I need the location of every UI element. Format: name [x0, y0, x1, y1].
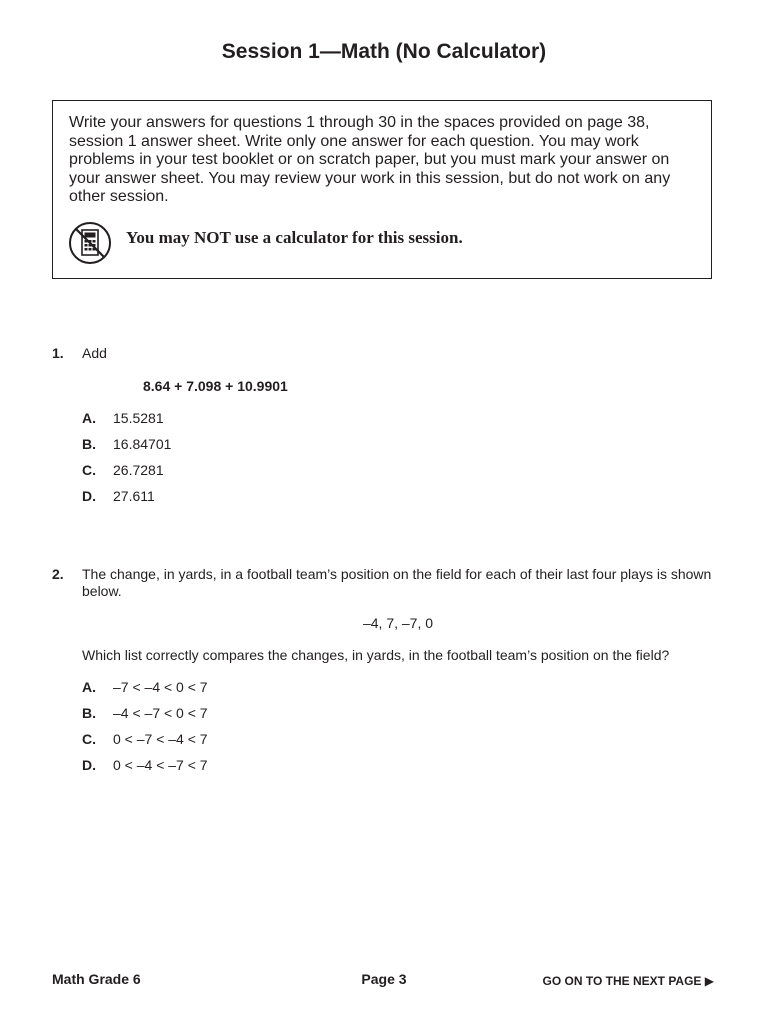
- next-page-link[interactable]: GO ON TO THE NEXT PAGE ▶: [542, 974, 714, 988]
- instructions-box: [52, 100, 712, 279]
- question-2: [52, 566, 714, 781]
- question-expression: –4, 7, –7, 0: [362, 615, 434, 631]
- question-prompt: The change, in yards, in a football team’s position on the field for each of their last four plays is shown below.: [82, 566, 712, 599]
- option-text: 15.5281: [113, 410, 164, 426]
- option-text: 16.84701: [113, 436, 172, 452]
- question-prompt: Add: [82, 345, 107, 361]
- option-letter: A.: [82, 679, 96, 695]
- question-number: 1.: [52, 345, 64, 361]
- option-text: 0 < –4 < –7 < 7: [113, 757, 208, 773]
- option-letter: D.: [82, 488, 96, 504]
- option-letter: C.: [82, 462, 96, 478]
- no-calculator-icon: [68, 221, 112, 265]
- option-letter: D.: [82, 757, 96, 773]
- option-letter: C.: [82, 731, 96, 747]
- footer-grade-label: Math Grade 6: [52, 971, 141, 987]
- question-1: [52, 345, 714, 515]
- page-title: Session 1—Math (No Calculator): [221, 40, 547, 63]
- option-text: –7 < –4 < 0 < 7: [113, 679, 208, 695]
- calculator-note: You may NOT use a calculator for this session.: [126, 228, 463, 247]
- option-letter: A.: [82, 410, 96, 426]
- question-number: 2.: [52, 566, 64, 582]
- option-text: 0 < –7 < –4 < 7: [113, 731, 208, 747]
- option-text: –4 < –7 < 0 < 7: [113, 705, 208, 721]
- instructions-text: Write your answers for questions 1 through 30 in the spaces provided on page 38, session 1 answer sheet. Write only one answer for each question. You may work problems in your test booklet or on scratch paper, but you must mark your answer on your answer sheet. You may review your work in this session, but do not work on any other session.: [69, 114, 671, 205]
- option-letter: B.: [82, 705, 96, 721]
- question-text: Which list correctly compares the changes, in yards, in the football team’s position on the field?: [82, 647, 670, 663]
- option-letter: B.: [82, 436, 96, 452]
- option-text: 27.611: [113, 488, 155, 504]
- footer-page-number: Page 3: [361, 971, 407, 987]
- question-expression: 8.64 + 7.098 + 10.9901: [143, 378, 288, 394]
- option-text: 26.7281: [113, 462, 164, 478]
